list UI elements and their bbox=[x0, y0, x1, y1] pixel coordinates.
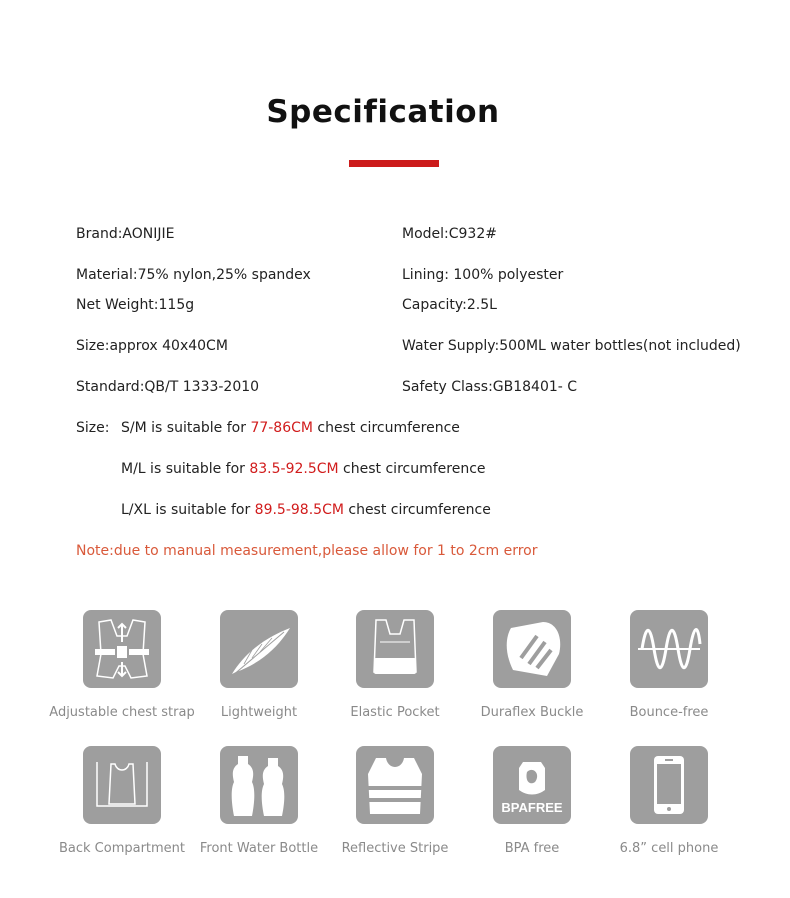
back-compartment-icon bbox=[83, 746, 161, 824]
size-range: 83.5-92.5CM bbox=[249, 461, 339, 477]
feature-label: Back Compartment bbox=[58, 841, 186, 856]
size-mid: is suitable for bbox=[145, 461, 250, 477]
spec-lining: Lining: 100% polyester bbox=[402, 267, 564, 283]
title-underline bbox=[349, 160, 439, 167]
size-tail: chest circumference bbox=[338, 461, 486, 477]
bpa-free-icon-text: BPAFREE bbox=[501, 800, 563, 815]
size-tail: chest circumference bbox=[312, 420, 460, 436]
spec-brand: Brand:AONIJIE bbox=[76, 226, 175, 242]
feature-cell-phone bbox=[594, 746, 744, 856]
size-mid: is suitable for bbox=[150, 502, 255, 518]
spec-safety-class: Safety Class:GB18401- C bbox=[402, 379, 578, 395]
buckle-icon bbox=[493, 610, 571, 688]
spec-model: Model:C932# bbox=[402, 226, 497, 242]
feature-reflective-stripe bbox=[320, 746, 470, 856]
feature-label: Lightweight bbox=[220, 705, 298, 720]
feature-label: 6.8” cell phone bbox=[619, 841, 719, 856]
spec-net-weight: Net Weight:115g bbox=[76, 297, 195, 313]
feature-label: Duraflex Buckle bbox=[480, 705, 584, 720]
spec-size: Size:approx 40x40CM bbox=[76, 338, 228, 354]
feature-bounce-free bbox=[594, 610, 744, 720]
bpa-free-icon bbox=[493, 746, 571, 824]
size-row bbox=[121, 502, 491, 518]
measurement-note: Note:due to manual measurement,please allow for 1 to 2cm error bbox=[76, 543, 538, 559]
size-name: S/M bbox=[121, 420, 147, 436]
feature-back-compartment bbox=[47, 746, 197, 856]
feature-label: Elastic Pocket bbox=[350, 705, 440, 720]
chest-strap-icon bbox=[83, 610, 161, 688]
page-title: Specification bbox=[266, 94, 500, 130]
size-range: 89.5-98.5CM bbox=[254, 502, 344, 518]
feature-label: Front Water Bottle bbox=[199, 841, 319, 856]
water-bottle-icon bbox=[220, 746, 298, 824]
feature-duraflex-buckle bbox=[457, 610, 607, 720]
size-row bbox=[121, 461, 486, 477]
reflective-vest-icon bbox=[356, 746, 434, 824]
feature-label: Reflective Stripe bbox=[341, 841, 449, 856]
size-name: M/L bbox=[121, 461, 146, 477]
size-name: L/XL bbox=[121, 502, 151, 518]
cell-phone-icon bbox=[630, 746, 708, 824]
spec-material: Material:75% nylon,25% spandex bbox=[76, 267, 311, 283]
feature-lightweight bbox=[184, 610, 334, 720]
feature-label: Bounce-free bbox=[629, 705, 709, 720]
spec-water-supply: Water Supply:500ML water bottles(not included) bbox=[402, 338, 741, 354]
feather-icon bbox=[220, 610, 298, 688]
size-chart-label: Size: bbox=[76, 420, 110, 436]
vest-pocket-icon bbox=[356, 610, 434, 688]
spec-capacity: Capacity:2.5L bbox=[402, 297, 497, 313]
size-mid: is suitable for bbox=[146, 420, 251, 436]
size-tail: chest circumference bbox=[343, 502, 491, 518]
size-row bbox=[121, 420, 460, 436]
size-range: 77-86CM bbox=[250, 420, 313, 436]
feature-front-water-bottle bbox=[184, 746, 334, 856]
spec-standard: Standard:QB/T 1333-2010 bbox=[76, 379, 260, 395]
wave-icon bbox=[630, 610, 708, 688]
feature-adjustable-chest-strap bbox=[47, 610, 197, 720]
feature-elastic-pocket bbox=[320, 610, 470, 720]
feature-label: Adjustable chest strap bbox=[49, 705, 195, 720]
feature-label: BPA free bbox=[504, 841, 560, 856]
feature-bpa-free bbox=[457, 746, 607, 856]
